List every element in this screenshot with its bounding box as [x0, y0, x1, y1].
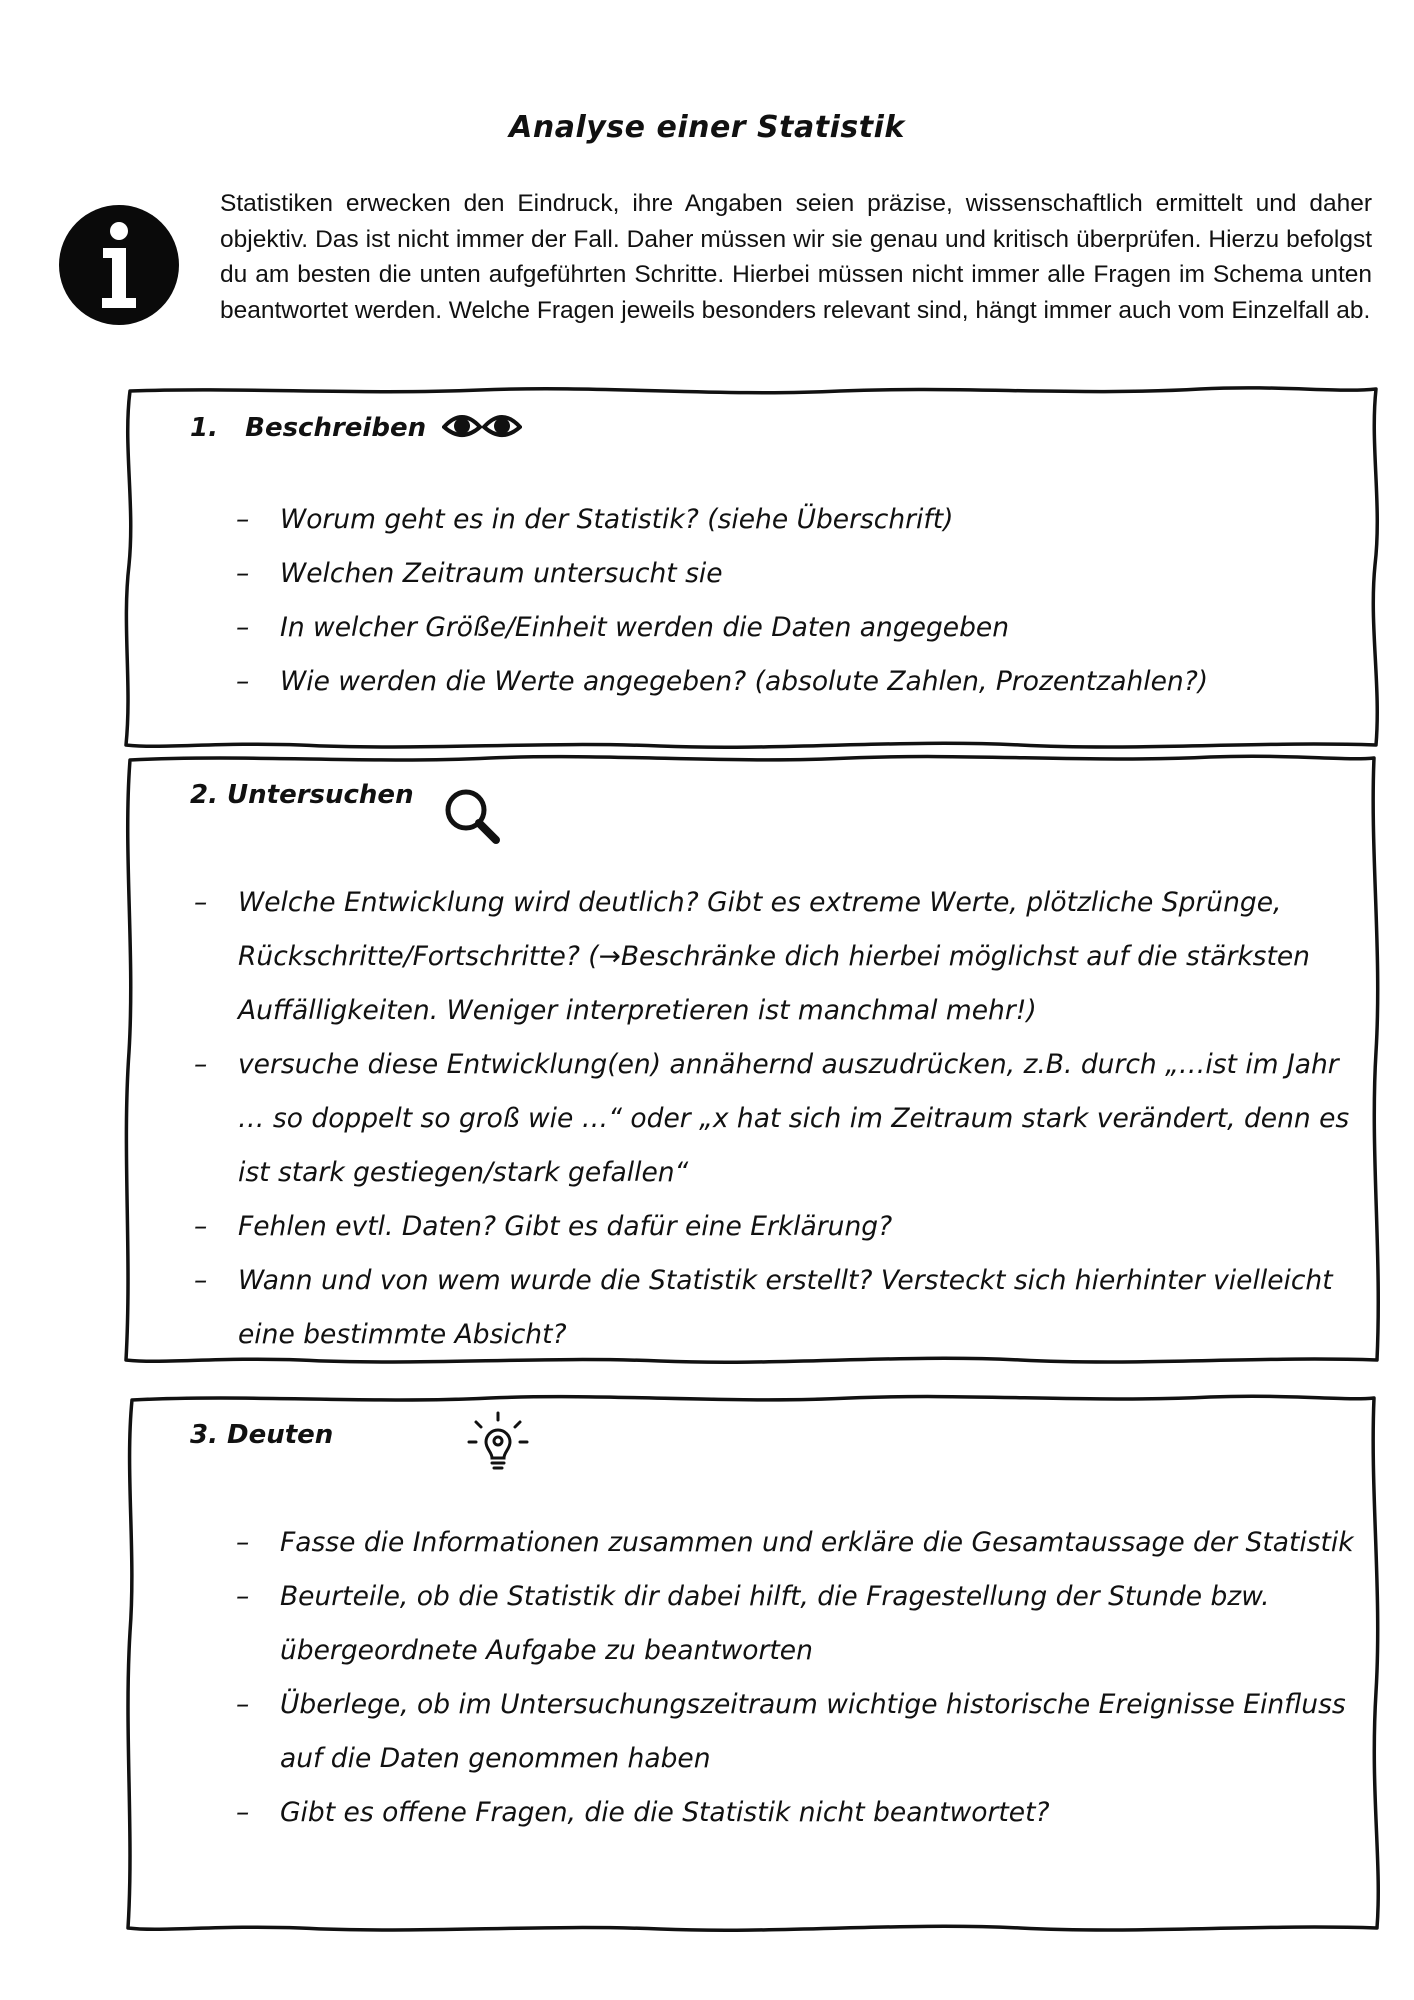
magnifier-icon: [442, 786, 502, 846]
list-item: – Überlege, ob im Untersuchungszeitraum wichtige historische Ereignisse Einfluss auf die Daten genommen haben: [236, 1678, 1356, 1786]
section-examine: [120, 752, 1384, 1368]
section-describe: [120, 385, 1384, 753]
describe-list: [236, 493, 1356, 709]
list-item: – Fehlen evtl. Daten? Gibt es dafür eine Erklärung?: [194, 1200, 1362, 1254]
intro-text: Statistiken erwecken den Eindruck, ihre Angaben seien präzise, wissenschaftlich ermittelt und daher objektiv. Das ist nicht immer der Fall. Daher müssen wir sie genau und kritisch überprüfen. Hierzu befolgst du am besten die unten aufgeführten Schritte. Hierbei müssen nicht immer alle Fragen im Schema unten beantwortet werden. Welche Fragen jeweils besonders relevant sind, hängt immer auch vom Einzelfall ab.: [220, 190, 1372, 324]
list-item: – Wann und von wem wurde die Statistik erstellt? Versteckt sich hierhinter vielleicht eine bestimmte Absicht?: [194, 1254, 1362, 1362]
list-item: – Welchen Zeitraum untersucht sie: [236, 547, 1356, 601]
info-icon: [58, 204, 180, 326]
lightbulb-icon: [466, 1410, 530, 1476]
list-item: – Worum geht es in der Statistik? (siehe Überschrift): [236, 493, 1356, 547]
page-title: Analyse einer Statistik: [509, 110, 905, 145]
section-title: 2. Untersuchen: [190, 780, 414, 810]
section-title: 1. Beschreiben: [190, 413, 427, 443]
interpret-list: [236, 1516, 1356, 1840]
list-item: – Fasse die Informationen zusammen und erkläre die Gesamtaussage der Statistik: [236, 1516, 1356, 1570]
section-title: 3. Deuten: [190, 1420, 334, 1450]
list-item: – Welche Entwicklung wird deutlich? Gibt es extreme Werte, plötzliche Sprünge, Rückschritte/Fortschritte? (→Beschränke dich hierbei möglichst auf die stärksten Auffälligkeiten. Weniger interpretieren ist manchmal mehr!): [194, 876, 1362, 1038]
section-interpret: [120, 1392, 1384, 1936]
eyes-icon: [442, 409, 522, 445]
list-item: – Wie werden die Werte angegeben? (absolute Zahlen, Prozentzahlen?): [236, 655, 1356, 709]
list-item: – Gibt es offene Fragen, die die Statistik nicht beantwortet?: [236, 1786, 1356, 1840]
list-item: – In welcher Größe/Einheit werden die Daten angegeben: [236, 601, 1356, 655]
list-item: – Beurteile, ob die Statistik dir dabei hilft, die Fragestellung der Stunde bzw. übergeordnete Aufgabe zu beantworten: [236, 1570, 1356, 1678]
examine-list: [194, 876, 1362, 1362]
list-item: – versuche diese Entwicklung(en) annähernd auszudrücken, z.B. durch „…ist im Jahr … so doppelt so groß wie …“ oder „x hat sich im Zeitraum stark verändert, denn es ist stark gestiegen/stark gefallen“: [194, 1038, 1362, 1200]
